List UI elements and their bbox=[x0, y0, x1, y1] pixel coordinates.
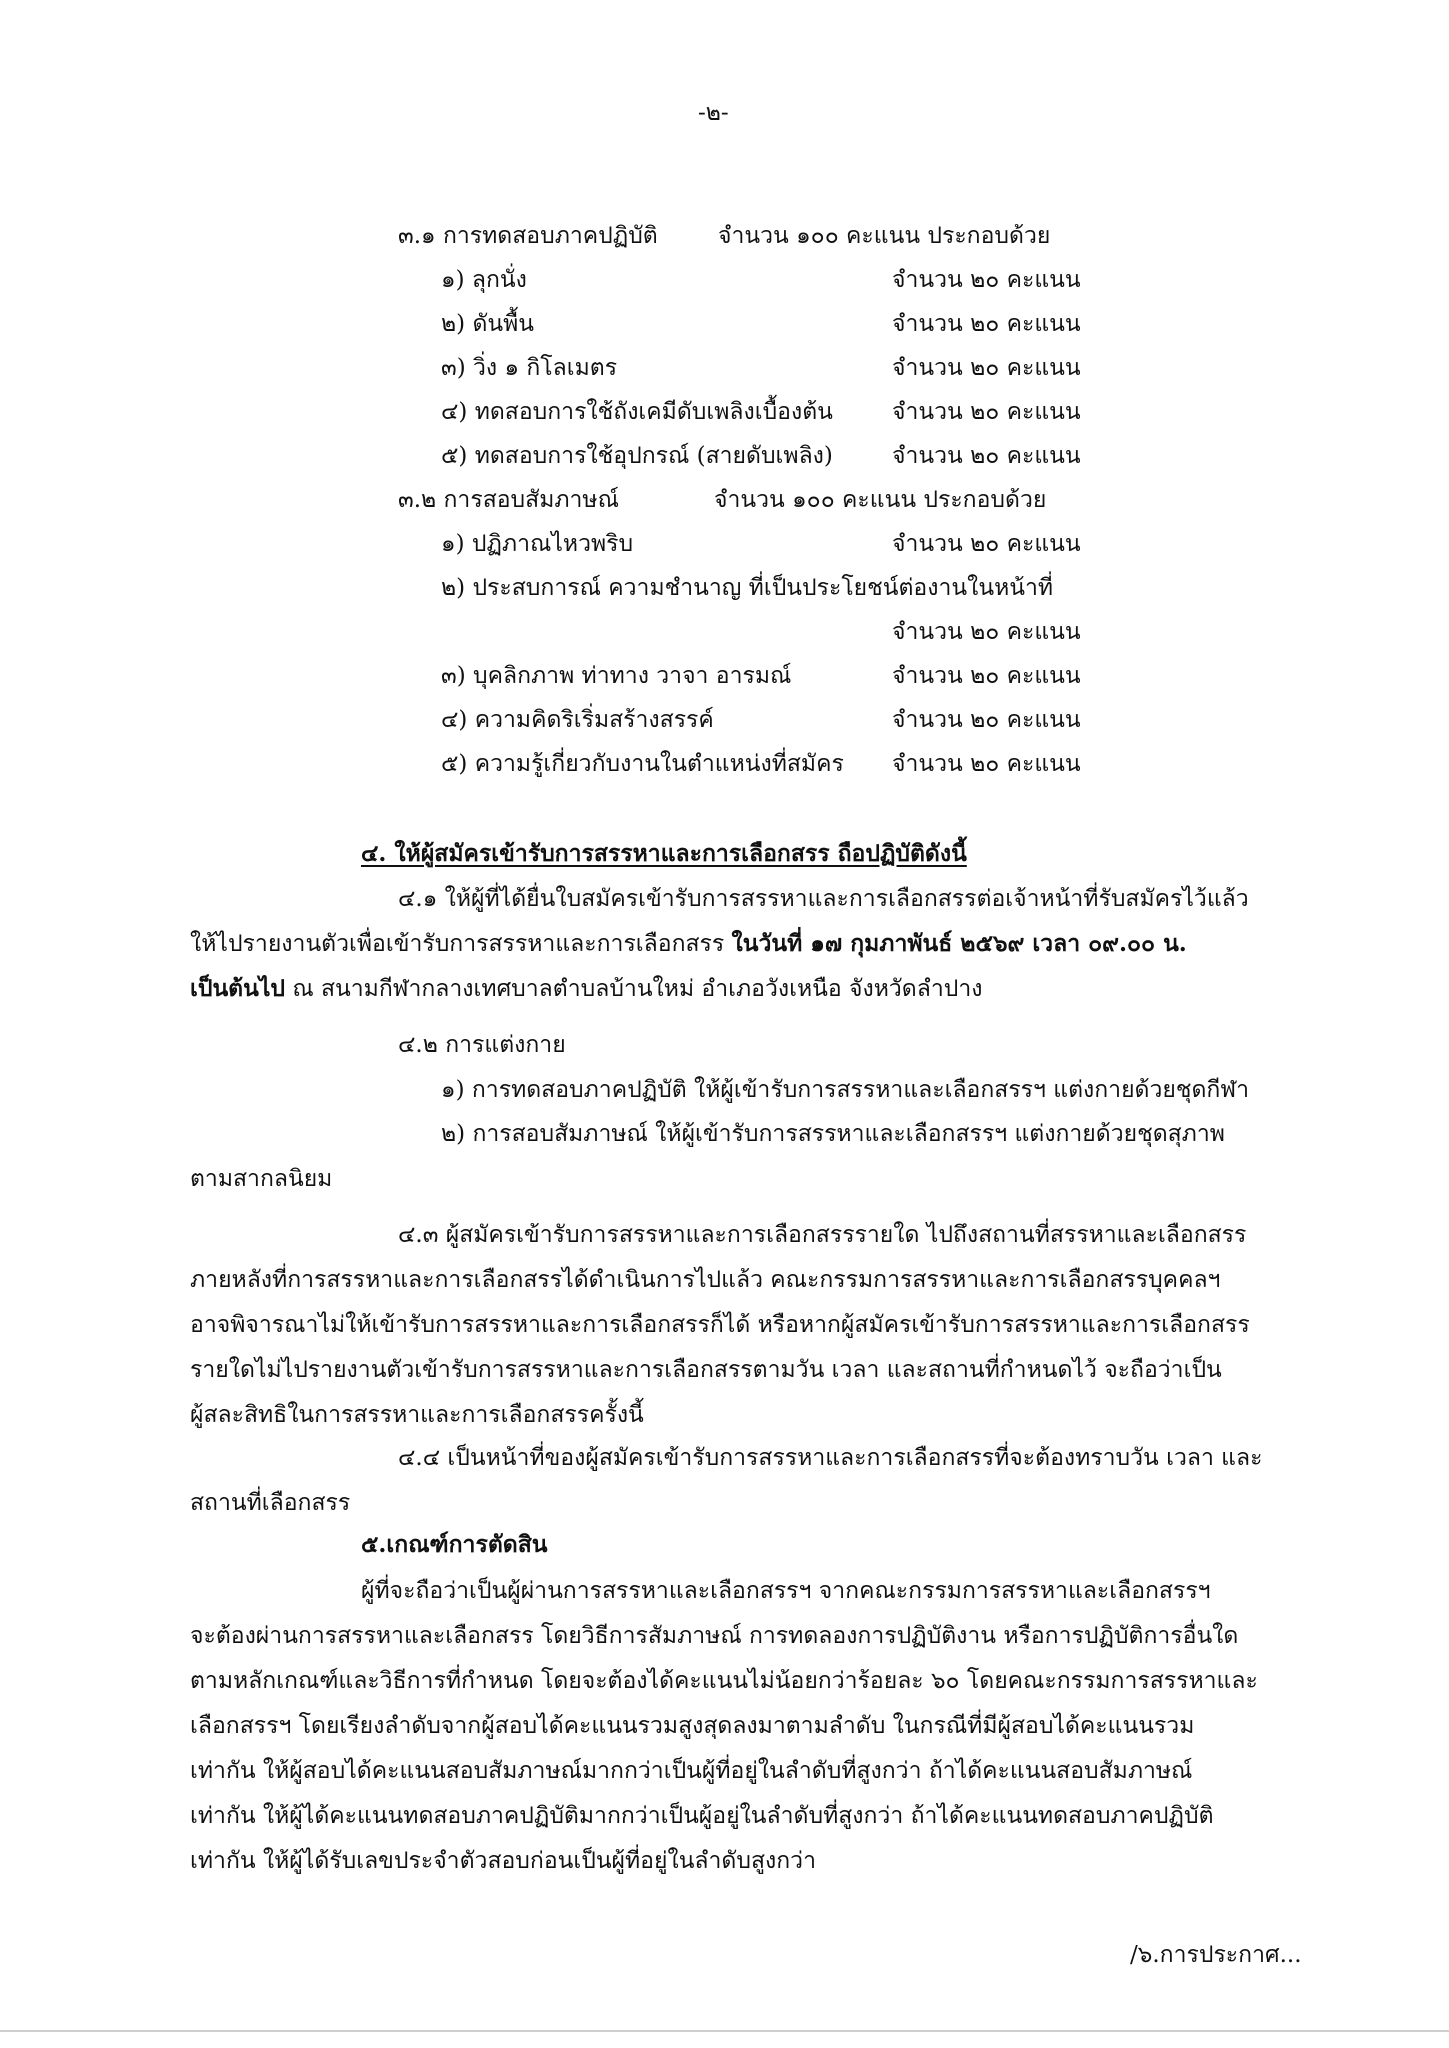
practical-item-label: ๑) ลุกนั่ง bbox=[441, 267, 527, 293]
practical-item-score: จำนวน ๒๐ คะแนน bbox=[892, 355, 1081, 381]
dress-code-item: ๒) การสอบสัมภาษณ์ ให้ผู้เข้ารับการสรรหาและเลือกสรรฯ แต่งกายด้วยชุดสุภาพ bbox=[441, 1121, 1225, 1147]
practical-item bbox=[441, 309, 1141, 339]
interview-item bbox=[441, 573, 1141, 603]
paragraph-4-2-title: ๔.๒ การแต่งกาย bbox=[398, 1032, 566, 1058]
paragraph-4-1-line bbox=[190, 929, 1187, 959]
interview-item-score: จำนวน ๒๐ คะแนน bbox=[892, 663, 1081, 689]
paragraph-4-3-line: ๔.๓ ผู้สมัครเข้ารับการสรรหาและการเลือกสรรรายใด ไปถึงสถานที่สรรหาและเลือกสรร bbox=[398, 1222, 1247, 1248]
interview-test-title bbox=[398, 485, 1047, 515]
scan-bottom-edge bbox=[0, 2030, 1449, 2032]
practical-item-score: จำนวน ๒๐ คะแนน bbox=[892, 399, 1081, 425]
practical-test-title bbox=[398, 221, 1051, 251]
paragraph-4-1-text: ให้ไปรายงานตัวเพื่อเข้ารับการสรรหาและการเลือกสรร bbox=[190, 931, 732, 957]
paragraph-4-1-line: ๔.๑ ให้ผู้ที่ได้ยื่นใบสมัครเข้ารับการสรรหาและการเลือกสรรต่อเจ้าหน้าที่รับสมัครไว้แล้ว bbox=[398, 886, 1249, 912]
dress-code-item: ๑) การทดสอบภาคปฏิบัติ ให้ผู้เข้ารับการสรรหาและเลือกสรรฯ แต่งกายด้วยชุดกีฬา bbox=[441, 1077, 1249, 1103]
criteria-line: เลือกสรรฯ โดยเรียงลำดับจากผู้สอบได้คะแนนรวมสูงสุดลงมาตามลำดับ ในกรณีที่มีผู้สอบได้คะแนนรวม bbox=[190, 1713, 1195, 1739]
paragraph-4-3-line: อาจพิจารณาไม่ให้เข้ารับการสรรหาและการเลือกสรรก็ได้ หรือหากผู้สมัครเข้ารับการสรรหาและการเลือกสรร bbox=[190, 1312, 1250, 1338]
page-number: -๒- bbox=[698, 100, 729, 126]
practical-item-label: ๓) วิ่ง ๑ กิโลเมตร bbox=[441, 355, 618, 381]
criteria-line: เท่ากัน ให้ผู้ได้คะแนนทดสอบภาคปฏิบัติมากกว่าเป็นผู้อยู่ในลำดับที่สูงกว่า ถ้าได้คะแนนทดสอบภาคปฏิบัติ bbox=[190, 1803, 1214, 1829]
interview-item-label: ๕) ความรู้เกี่ยวกับงานในตำแหน่งที่สมัคร bbox=[441, 751, 844, 777]
interview-item bbox=[441, 749, 1141, 779]
interview-test-total: จำนวน ๑๐๐ คะแนน ประกอบด้วย bbox=[714, 487, 1047, 513]
practical-item bbox=[441, 265, 1141, 295]
report-location: ณ สนามกีฬากลางเทศบาลตำบลบ้านใหม่ อำเภอวังเหนือ จังหวัดลำปาง bbox=[285, 976, 983, 1002]
practical-item-score: จำนวน ๒๐ คะแนน bbox=[892, 267, 1081, 293]
interview-item-score: จำนวน ๒๐ คะแนน bbox=[892, 751, 1081, 777]
paragraph-4-4-line: สถานที่เลือกสรร bbox=[190, 1490, 351, 1516]
practical-item bbox=[441, 397, 1141, 427]
paragraph-4-3-line: รายใดไม่ไปรายงานตัวเข้ารับการสรรหาและการเลือกสรรตามวัน เวลา และสถานที่กำหนดไว้ จะถือว่าเป็น bbox=[190, 1357, 1222, 1383]
criteria-line: ตามหลักเกณฑ์และวิธีการที่กำหนด โดยจะต้องได้คะแนนไม่น้อยกว่าร้อยละ ๖๐ โดยคณะกรรมการสรรหาและ bbox=[190, 1668, 1258, 1694]
interview-item-label: ๓) บุคลิกภาพ ท่าทาง วาจา อารมณ์ bbox=[441, 663, 792, 689]
interview-item-score: จำนวน ๒๐ คะแนน bbox=[892, 531, 1081, 557]
report-date-suffix: เป็นต้นไป bbox=[190, 975, 286, 1002]
interview-item bbox=[441, 705, 1141, 735]
paragraph-4-3-line: ผู้สละสิทธิในการสรรหาและการเลือกสรรครั้งนี้ bbox=[190, 1402, 644, 1428]
practical-item-score: จำนวน ๒๐ คะแนน bbox=[892, 443, 1081, 469]
criteria-line: เท่ากัน ให้ผู้ได้รับเลขประจำตัวสอบก่อนเป็นผู้ที่อยู่ในลำดับสูงกว่า bbox=[190, 1848, 816, 1874]
criteria-line: จะต้องผ่านการสรรหาและเลือกสรร โดยวิธีการสัมภาษณ์ การทดลองการปฏิบัติงาน หรือการปฏิบัติการอื่นใด bbox=[190, 1623, 1239, 1649]
continuation-note: /๖.การประกาศ... bbox=[1130, 1942, 1302, 1968]
section5-heading: ๕.เกณฑ์การตัดสิน bbox=[361, 1531, 548, 1558]
interview-item bbox=[441, 661, 1141, 691]
criteria-line: เท่ากัน ให้ผู้สอบได้คะแนนสอบสัมภาษณ์มากกว่าเป็นผู้ที่อยู่ในลำดับที่สูงกว่า ถ้าได้คะแนนสอบสัมภาษณ์ bbox=[190, 1758, 1193, 1784]
paragraph-4-4-line: ๔.๔ เป็นหน้าที่ของผู้สมัครเข้ารับการสรรหาและการเลือกสรรที่จะต้องทราบวัน เวลา และ bbox=[398, 1445, 1263, 1471]
paragraph-4-1-line bbox=[190, 974, 982, 1004]
criteria-line: ผู้ที่จะถือว่าเป็นผู้ผ่านการสรรหาและเลือกสรรฯ จากคณะกรรมการสรรหาและเลือกสรรฯ bbox=[361, 1578, 1211, 1604]
practical-item bbox=[441, 353, 1141, 383]
paragraph-4-3-line: ภายหลังที่การสรรหาและการเลือกสรรได้ดำเนินการไปแล้ว คณะกรรมการสรรหาและการเลือกสรรบุคคลฯ bbox=[190, 1267, 1221, 1293]
section4-heading: ๔. ให้ผู้สมัครเข้ารับการสรรหาและการเลือกสรร ถือปฏิบัติดังนี้ bbox=[361, 840, 967, 867]
dress-code-item-cont: ตามสากลนิยม bbox=[190, 1166, 333, 1192]
interview-item-score: จำนวน ๒๐ คะแนน bbox=[892, 619, 1081, 645]
report-date: ในวันที่ ๑๗ กุมภาพันธ์ ๒๕๖๙ เวลา ๐๙.๐๐ น. bbox=[731, 930, 1187, 957]
interview-item-label: ๒) ประสบการณ์ ความชำนาญ ที่เป็นประโยชน์ต่องานในหน้าที่ bbox=[441, 575, 1054, 601]
practical-test-total: จำนวน ๑๐๐ คะแนน ประกอบด้วย bbox=[718, 223, 1051, 249]
practical-item-label: ๔) ทดสอบการใช้ถังเคมีดับเพลิงเบื้องต้น bbox=[441, 399, 833, 425]
practical-item-score: จำนวน ๒๐ คะแนน bbox=[892, 311, 1081, 337]
practical-item-label: ๕) ทดสอบการใช้อุปกรณ์ (สายดับเพลิง) bbox=[441, 443, 833, 469]
interview-item-label: ๔) ความคิดริเริ่มสร้างสรรค์ bbox=[441, 707, 714, 733]
interview-item bbox=[441, 529, 1141, 559]
interview-item-score: จำนวน ๒๐ คะแนน bbox=[892, 707, 1081, 733]
practical-item-label: ๒) ดันพื้น bbox=[441, 311, 534, 337]
interview-item-label: ๑) ปฏิภาณไหวพริบ bbox=[441, 531, 634, 557]
interview-test-label: ๓.๒ การสอบสัมภาษณ์ bbox=[398, 487, 619, 513]
practical-item bbox=[441, 441, 1141, 471]
practical-test-label: ๓.๑ การทดสอบภาคปฏิบัติ bbox=[398, 223, 658, 249]
